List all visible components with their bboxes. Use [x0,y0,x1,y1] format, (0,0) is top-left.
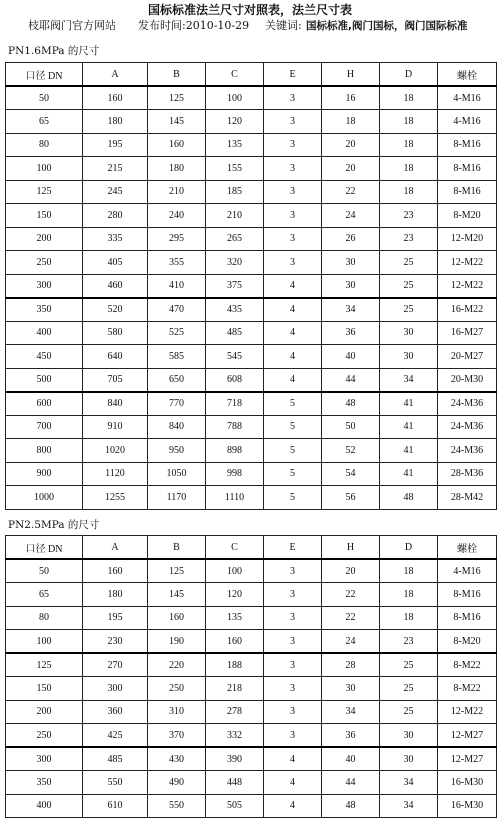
table-row [6,724,497,748]
table-row [6,700,497,724]
table-cell: 12-M27 [438,724,497,748]
table-cell: 190 [148,630,206,654]
table-cell: 8-M16 [438,583,497,607]
table-cell: 4 [264,747,322,771]
table-cell: 270 [83,653,148,677]
table-cell: 320 [206,251,264,275]
table-cell: 20 [322,157,380,181]
table-cell: 8-M20 [438,630,497,654]
table-cell: 300 [6,747,83,771]
table-cell: 5 [264,415,322,439]
table-cell: 5 [264,439,322,463]
table-cell: 50 [6,86,83,110]
table-cell: 200 [6,700,83,724]
table-row [6,653,497,677]
table-cell: 16 [322,86,380,110]
table-cell: 44 [322,368,380,392]
table-cell: 20-M30 [438,368,497,392]
table-cell: 505 [206,794,264,818]
table-cell: 3 [264,677,322,701]
table-cell: 280 [83,204,148,228]
table-cell: 390 [206,747,264,771]
table-cell: 25 [380,274,438,298]
table-cell: 3 [264,180,322,204]
column-header: E [264,536,322,560]
table-cell: 50 [6,559,83,583]
table-cell: 300 [83,677,148,701]
table-cell: 295 [148,227,206,251]
table-cell: 500 [6,368,83,392]
table-row [6,677,497,701]
table-cell: 718 [206,392,264,416]
table-cell: 3 [264,559,322,583]
table-cell: 80 [6,606,83,630]
table-cell: 210 [148,180,206,204]
table-cell: 41 [380,392,438,416]
table-cell: 22 [322,180,380,204]
table-cell: 220 [148,653,206,677]
table-cell: 18 [380,86,438,110]
table-cell: 3 [264,204,322,228]
table-cell: 44 [322,771,380,795]
table-cell: 3 [264,251,322,275]
table-cell: 350 [6,771,83,795]
table-row [6,415,497,439]
table-cell: 48 [380,486,438,510]
table-cell: 450 [6,345,83,369]
table-row [6,630,497,654]
table-cell: 485 [83,747,148,771]
table-cell: 54 [322,462,380,486]
table-cell: 370 [148,724,206,748]
table-cell: 145 [148,110,206,134]
table-cell: 56 [322,486,380,510]
table-cell: 150 [6,677,83,701]
table-header-row [6,536,497,560]
table-cell: 8-M16 [438,133,497,157]
keywords-label: 关键词: [265,19,302,32]
table-cell: 640 [83,345,148,369]
table-cell: 18 [380,110,438,134]
table-cell: 52 [322,439,380,463]
table-cell: 18 [380,559,438,583]
table-cell: 155 [206,157,264,181]
table-cell: 218 [206,677,264,701]
column-header: A [83,536,148,560]
table-cell: 25 [380,298,438,322]
table-cell: 34 [380,771,438,795]
table-cell: 8-M22 [438,653,497,677]
table-cell: 650 [148,368,206,392]
table-cell: 34 [380,794,438,818]
table-cell: 20-M27 [438,345,497,369]
table-cell: 8-M16 [438,180,497,204]
table-cell: 12-M27 [438,747,497,771]
table-cell: 160 [148,606,206,630]
table-row [6,583,497,607]
table-row [6,747,497,771]
table-cell: 125 [148,559,206,583]
table-cell: 3 [264,653,322,677]
table-cell: 3 [264,157,322,181]
table-cell: 18 [380,157,438,181]
flange-table-pn25 [5,535,497,818]
table-cell: 8-M16 [438,157,497,181]
table-row [6,180,497,204]
table-cell: 1110 [206,486,264,510]
table-cell: 188 [206,653,264,677]
table-cell: 24-M36 [438,415,497,439]
table-header-row [6,63,497,87]
column-header: B [148,536,206,560]
table-cell: 23 [380,204,438,228]
table-cell: 3 [264,724,322,748]
table-cell: 26 [322,227,380,251]
table-cell: 580 [83,321,148,345]
table-cell: 12-M22 [438,274,497,298]
table-cell: 100 [6,630,83,654]
table-cell: 30 [322,251,380,275]
table-cell: 3 [264,86,322,110]
table-cell: 250 [6,251,83,275]
table-cell: 840 [148,415,206,439]
table-cell: 22 [322,606,380,630]
table-cell: 20 [322,559,380,583]
table-cell: 1050 [148,462,206,486]
column-header: 口径 DN [6,63,83,87]
table-cell: 125 [6,653,83,677]
table-cell: 30 [380,321,438,345]
table-cell: 4 [264,345,322,369]
table-cell: 24 [322,204,380,228]
table-cell: 34 [322,298,380,322]
table-cell: 600 [6,392,83,416]
table-cell: 3 [264,583,322,607]
table-cell: 36 [322,321,380,345]
table-row [6,204,497,228]
table-cell: 3 [264,700,322,724]
table-cell: 545 [206,345,264,369]
table-cell: 332 [206,724,264,748]
table-cell: 3 [264,133,322,157]
table-cell: 1000 [6,486,83,510]
table-cell: 430 [148,747,206,771]
column-header: C [206,63,264,87]
table-cell: 210 [206,204,264,228]
table-cell: 405 [83,251,148,275]
column-header: B [148,63,206,87]
table-row [6,157,497,181]
table-cell: 28 [322,653,380,677]
table-cell: 278 [206,700,264,724]
table-row [6,392,497,416]
table-cell: 525 [148,321,206,345]
table-cell: 16-M30 [438,794,497,818]
table-cell: 34 [380,368,438,392]
table-cell: 800 [6,439,83,463]
table-cell: 65 [6,583,83,607]
table-cell: 16-M27 [438,321,497,345]
table-cell: 950 [148,439,206,463]
table-cell: 18 [322,110,380,134]
column-header: D [380,63,438,87]
table-cell: 1170 [148,486,206,510]
table-cell: 1120 [83,462,148,486]
table-cell: 300 [6,274,83,298]
table-cell: 160 [83,559,148,583]
table-cell: 100 [206,559,264,583]
table-cell: 25 [380,653,438,677]
table-cell: 460 [83,274,148,298]
table-cell: 608 [206,368,264,392]
table-cell: 40 [322,345,380,369]
table-cell: 375 [206,274,264,298]
column-header: H [322,536,380,560]
table-cell: 610 [83,794,148,818]
table-cell: 770 [148,392,206,416]
table-cell: 4 [264,298,322,322]
table-cell: 48 [322,392,380,416]
table-cell: 5 [264,462,322,486]
table-row [6,439,497,463]
publish-date: 发布时间:2010-10-29 [138,19,250,32]
table-cell: 4-M16 [438,86,497,110]
table-cell: 100 [206,86,264,110]
table-cell: 585 [148,345,206,369]
table-cell: 215 [83,157,148,181]
table-row [6,345,497,369]
table-cell: 4 [264,274,322,298]
table-cell: 36 [322,724,380,748]
table-cell: 898 [206,439,264,463]
table-cell: 180 [83,583,148,607]
table-cell: 355 [148,251,206,275]
column-header: 螺栓 [438,63,497,87]
table-cell: 195 [83,606,148,630]
table-cell: 180 [148,157,206,181]
table-cell: 18 [380,180,438,204]
table-cell: 470 [148,298,206,322]
table-row [6,462,497,486]
table-cell: 490 [148,771,206,795]
table-cell: 240 [148,204,206,228]
table-cell: 120 [206,583,264,607]
table-cell: 41 [380,462,438,486]
table-row [6,251,497,275]
table-row [6,298,497,322]
page-title: 国标标准法兰尺寸对照表，法兰尺寸表 [147,3,352,17]
table-cell: 28-M36 [438,462,497,486]
table-cell: 125 [6,180,83,204]
table-cell: 265 [206,227,264,251]
table-cell: 1255 [83,486,148,510]
column-header: C [206,536,264,560]
table-cell: 30 [380,345,438,369]
table-cell: 30 [380,747,438,771]
table-cell: 250 [148,677,206,701]
table-row [6,771,497,795]
table-cell: 8-M16 [438,606,497,630]
table-cell: 120 [206,110,264,134]
table-cell: 23 [380,227,438,251]
table-cell: 4-M16 [438,559,497,583]
table-cell: 1020 [83,439,148,463]
flange-table-pn16 [5,62,497,510]
table-cell: 550 [148,794,206,818]
table-cell: 4 [264,771,322,795]
table-cell: 12-M22 [438,700,497,724]
table-cell: 705 [83,368,148,392]
table-cell: 125 [148,86,206,110]
table-caption-pn25: PN2.5MPa 的尺寸 [8,519,100,531]
table-row [6,110,497,134]
table-cell: 8-M20 [438,204,497,228]
table-cell: 3 [264,630,322,654]
table-cell: 195 [83,133,148,157]
table-cell: 335 [83,227,148,251]
table-cell: 400 [6,321,83,345]
table-cell: 100 [6,157,83,181]
table-cell: 485 [206,321,264,345]
table-row [6,794,497,818]
table-cell: 435 [206,298,264,322]
table-cell: 18 [380,133,438,157]
table-cell: 425 [83,724,148,748]
table-cell: 5 [264,392,322,416]
table-row [6,486,497,510]
table-cell: 25 [380,700,438,724]
column-header: D [380,536,438,560]
table-cell: 24-M36 [438,392,497,416]
table-cell: 150 [6,204,83,228]
table-cell: 4 [264,321,322,345]
table-cell: 30 [322,274,380,298]
column-header: E [264,63,322,87]
table-cell: 840 [83,392,148,416]
column-header: 螺栓 [438,536,497,560]
table-row [6,133,497,157]
table-cell: 12-M22 [438,251,497,275]
table-row [6,274,497,298]
table-cell: 65 [6,110,83,134]
table-cell: 135 [206,606,264,630]
table-row [6,606,497,630]
table-cell: 400 [6,794,83,818]
column-header: A [83,63,148,87]
table-cell: 448 [206,771,264,795]
table-cell: 16-M22 [438,298,497,322]
table-cell: 310 [148,700,206,724]
table-cell: 200 [6,227,83,251]
table-cell: 520 [83,298,148,322]
table-cell: 41 [380,439,438,463]
table-cell: 30 [322,677,380,701]
table-cell: 3 [264,606,322,630]
table-cell: 25 [380,677,438,701]
table-cell: 40 [322,747,380,771]
table-cell: 48 [322,794,380,818]
table-cell: 25 [380,251,438,275]
table-cell: 180 [83,110,148,134]
table-cell: 5 [264,486,322,510]
table-cell: 28-M42 [438,486,497,510]
table-cell: 24 [322,630,380,654]
table-row [6,86,497,110]
table-row [6,368,497,392]
table-cell: 135 [206,133,264,157]
table-cell: 30 [380,724,438,748]
table-cell: 160 [148,133,206,157]
table-row [6,321,497,345]
table-cell: 350 [6,298,83,322]
column-header: H [322,63,380,87]
table-cell: 80 [6,133,83,157]
table-cell: 8-M22 [438,677,497,701]
table-cell: 41 [380,415,438,439]
table-cell: 998 [206,462,264,486]
table-cell: 18 [380,606,438,630]
table-cell: 700 [6,415,83,439]
table-cell: 160 [83,86,148,110]
table-cell: 360 [83,700,148,724]
table-cell: 245 [83,180,148,204]
table-cell: 24-M36 [438,439,497,463]
table-cell: 4 [264,368,322,392]
site-name: 枝耶阀门官方网站 [28,19,116,32]
table-cell: 4 [264,794,322,818]
table-cell: 910 [83,415,148,439]
table-cell: 4-M16 [438,110,497,134]
table-cell: 145 [148,583,206,607]
table-cell: 22 [322,583,380,607]
table-row [6,559,497,583]
table-cell: 3 [264,227,322,251]
table-cell: 185 [206,180,264,204]
table-cell: 12-M20 [438,227,497,251]
column-header: 口径 DN [6,536,83,560]
table-row [6,227,497,251]
table-cell: 20 [322,133,380,157]
table-cell: 18 [380,583,438,607]
keywords-value: 国标标准,阀门国标，阀门国际标准 [306,20,468,32]
table-caption-pn16: PN1.6MPa 的尺寸 [8,45,100,57]
table-cell: 230 [83,630,148,654]
table-cell: 160 [206,630,264,654]
table-cell: 16-M30 [438,771,497,795]
table-cell: 3 [264,110,322,134]
table-cell: 788 [206,415,264,439]
table-cell: 23 [380,630,438,654]
table-cell: 900 [6,462,83,486]
table-cell: 410 [148,274,206,298]
table-cell: 50 [322,415,380,439]
table-cell: 550 [83,771,148,795]
table-cell: 34 [322,700,380,724]
table-cell: 250 [6,724,83,748]
